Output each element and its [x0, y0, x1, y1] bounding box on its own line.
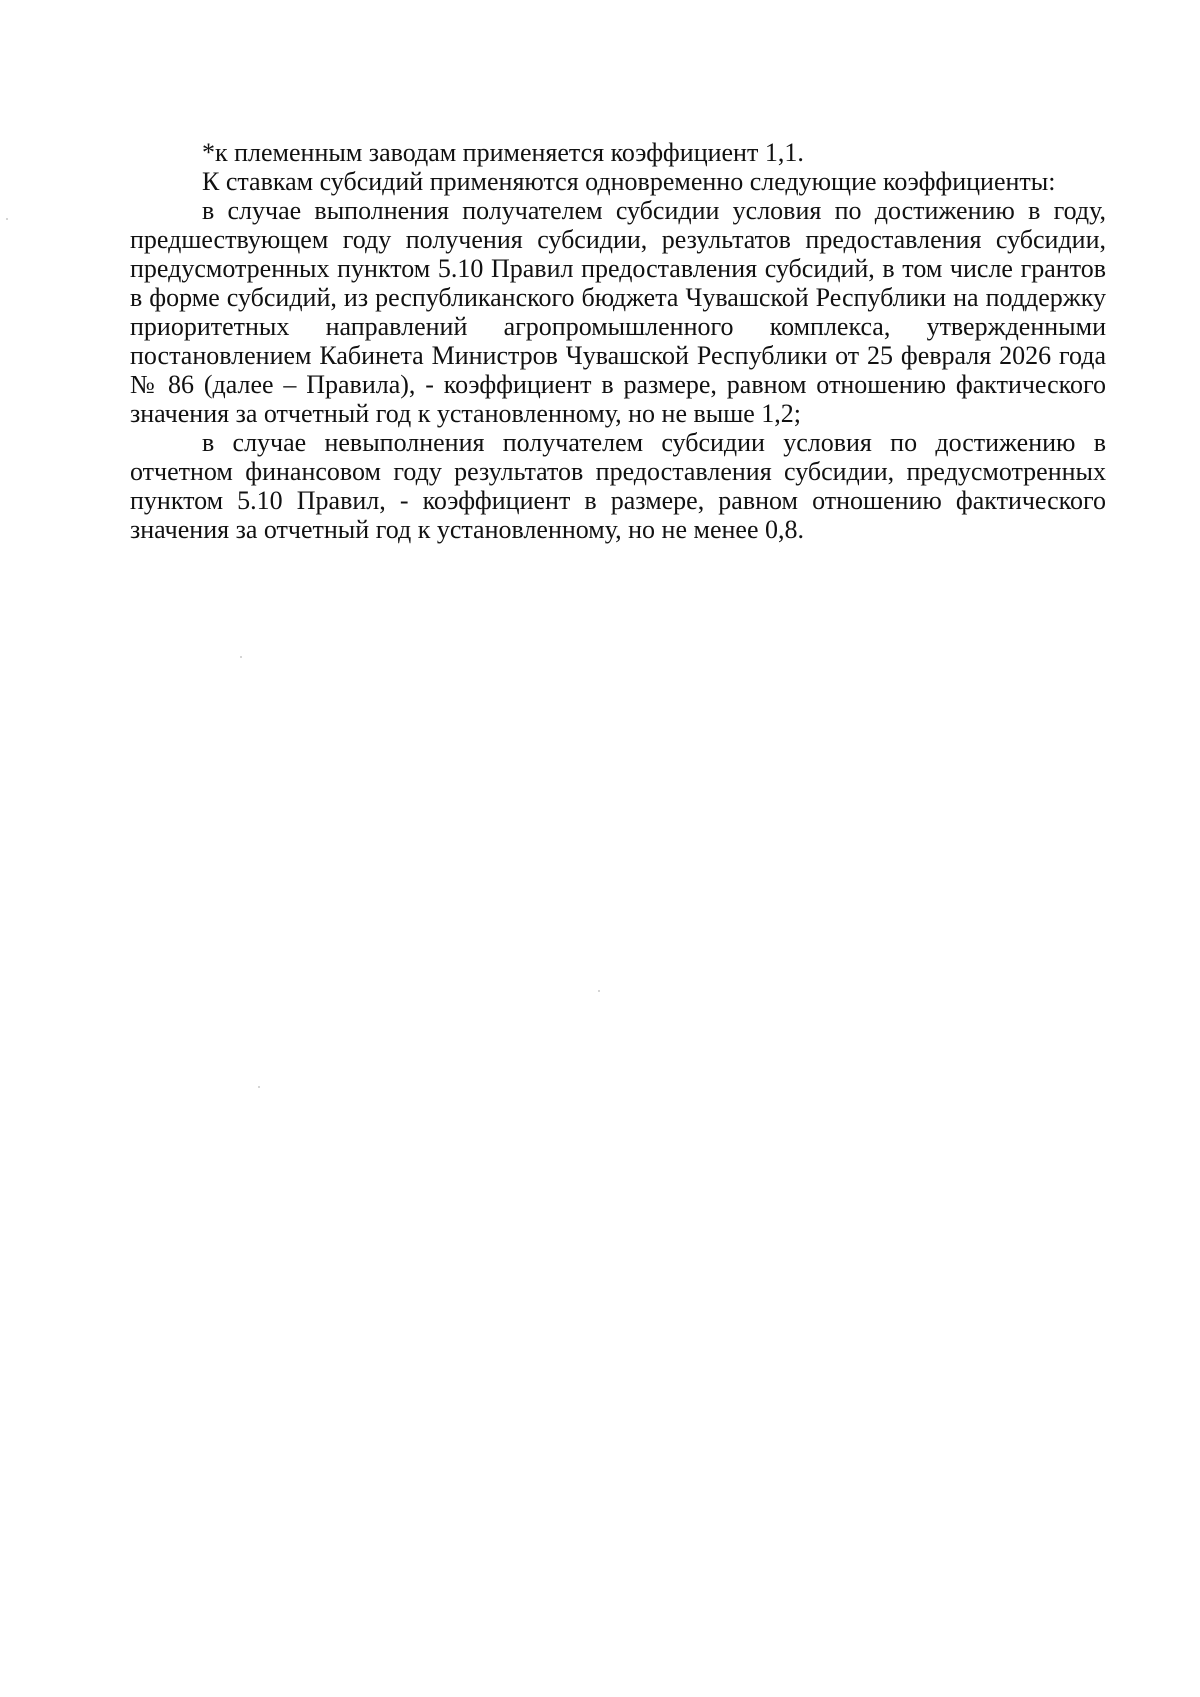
paragraph-coefficients-intro: К ставкам субсидий применяются одновременно следующие коэффициенты: [202, 167, 1056, 196]
scan-speck [258, 1086, 260, 1088]
scan-speck [6, 218, 8, 220]
paragraph-breeding-coefficient: *к племенным заводам применяется коэффициент 1,1. [202, 138, 804, 167]
paragraph-fulfillment-case: в случае выполнения получателем субсидии условия по достижению в году, предшествующем году получения субсидии, результатов предоставления субсидии, предусмотренных пунктом 5.10 Правил предоставления субсидий, в том числе грантов в форме субсидий, из республиканского бюджета Чувашской Республики на поддержку приоритетных направлений агропромышленного комплекса, утвержденными постановлением Кабинета Министров Чувашской Республики от 25 февраля 2026 года № 86 (далее – Правила), - коэффициент в размере, равном отношению фактического значения за отчетный год к установленному, но не выше 1,2; [130, 196, 1106, 428]
document-body [130, 138, 1106, 544]
scan-speck [240, 656, 242, 658]
paragraph-nonfulfillment-case: в случае невыполнения получателем субсидии условия по достижению в отчетном финансовом году результатов предоставления субсидии, предусмотренных пунктом 5.10 Правил, - коэффициент в размере, равном отношению фактического значения за отчетный год к установленному, но не менее 0,8. [130, 428, 1106, 544]
scan-speck [598, 990, 600, 992]
